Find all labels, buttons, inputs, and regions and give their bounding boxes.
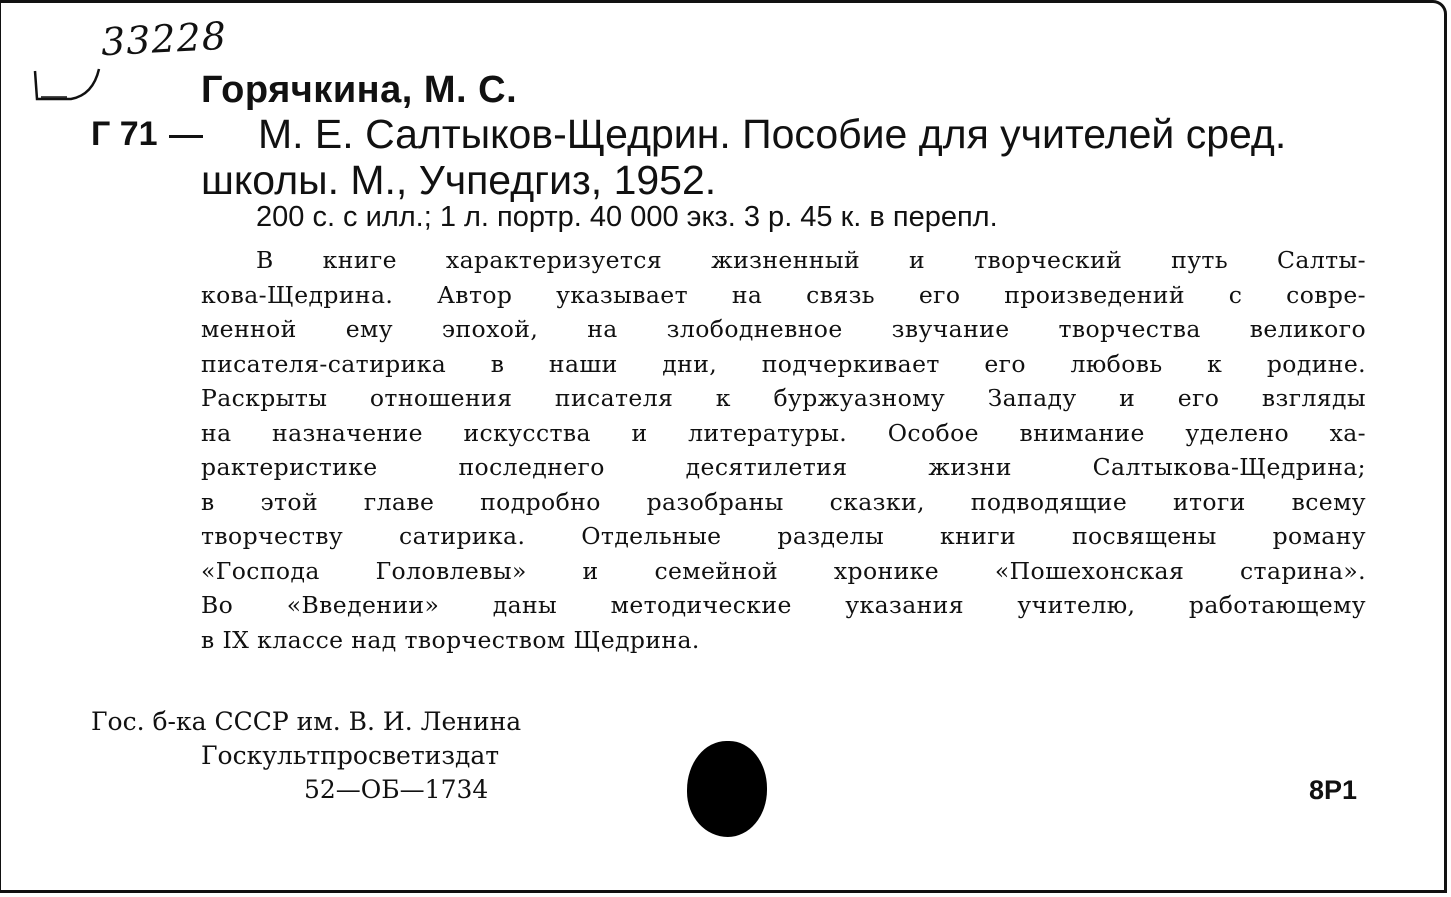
annotation-line: кова-Щедрина. Автор указывает на связь его произведений с совре- <box>201 280 1366 309</box>
author-name: Горячкина, М. С. <box>201 69 518 111</box>
annotation <box>201 243 1366 657</box>
annotation-line: «Господа Головлевы» и семейной хронике «Пошехонская старина». <box>201 556 1366 585</box>
card-classification-code: 8Р1 <box>1309 775 1358 805</box>
annotation-line: В книге характеризуется жизненный и творческий путь Салты- <box>256 246 1366 274</box>
handwritten-mark-icon <box>31 65 101 105</box>
annotation-line: Раскрыты отношения писателя к буржуазному Западу и его взгляды <box>201 384 1366 412</box>
punch-hole <box>687 741 767 837</box>
annotation-line: Во «Введении» даны методические указания учителю, работающему <box>201 591 1366 619</box>
annotation-line: писателя-сатирика в наши дни, подчеркивает его любовь к родине. <box>201 349 1366 378</box>
handwritten-inventory-number: 33228 <box>99 13 228 65</box>
annotation-line: творчеству сатирика. Отдельные разделы книги посвящены роману <box>201 522 1366 550</box>
annotation-line: рактеристике последнего десятилетия жизни Салтыкова-Щедрина; <box>201 453 1366 481</box>
card-publisher: Госкультпросветиздат <box>201 741 500 770</box>
annotation-line: менной ему эпохой, на злободневное звучание творчества великого <box>201 315 1366 343</box>
book-title-line-2: школы. М., Учпедгиз, 1952. <box>201 157 717 203</box>
shelf-code-dash <box>169 135 203 138</box>
book-title-line-1: М. Е. Салтыков-Щедрин. Пособие для учителей сред. <box>258 111 1287 157</box>
library-name: Гос. б-ка СССР им. В. И. Ленина <box>91 707 522 736</box>
collation-details: 200 с. с илл.; 1 л. портр. 40 000 экз. 3 р. 45 к. в перепл. <box>256 201 998 233</box>
annotation-line: в этой главе подробно разобраны сказки, подводящие итоги всему <box>201 487 1366 516</box>
annotation-line: в IX классе над творчеством Щедрина. <box>201 625 700 654</box>
annotation-line: на назначение искусства и литературы. Особое внимание уделено ха- <box>201 418 1366 447</box>
shelf-code: Г 71 <box>91 115 158 153</box>
print-order-number: 52—ОБ—1734 <box>304 775 489 804</box>
